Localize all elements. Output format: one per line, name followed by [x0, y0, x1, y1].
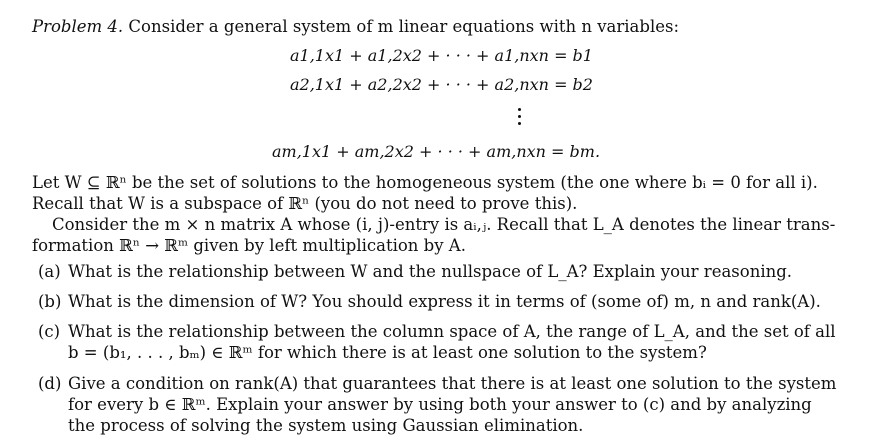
- paragraph-2-line-2: formation ℝⁿ → ℝᵐ given by left multiplication by A.: [32, 236, 466, 255]
- equation-1: a1,1x1 + a1,2x2 + · · · + a1,nxn = b1: [290, 46, 593, 65]
- paragraph-2-line-1: Consider the m × n matrix A whose (i, j)-entry is aᵢ,ⱼ. Recall that L_A denotes the linear trans-: [52, 215, 836, 234]
- part-d-text-line-1: Give a condition on rank(A) that guarantees that there is at least one solution to the system: [68, 374, 837, 393]
- problem-intro-line: [32, 17, 679, 37]
- equation-2: a2,1x1 + a2,2x2 + · · · + a2,nxn = b2: [290, 75, 593, 94]
- equation-m: am,1x1 + am,2x2 + · · · + am,nxn = bm.: [272, 142, 601, 161]
- part-d-text-line-3: the process of solving the system using Gaussian elimination.: [68, 416, 584, 435]
- paragraph-1-line-2: Recall that W is a subspace of ℝⁿ (you do not need to prove this).: [32, 194, 578, 213]
- part-c-label: (c): [38, 322, 61, 341]
- part-c-text-line-2: b = (b₁, . . . , bₘ) ∈ ℝᵐ for which there is at least one solution to the system?: [68, 343, 707, 362]
- vertical-dots-icon: [517, 108, 523, 129]
- part-d-text-line-2: for every b ∈ ℝᵐ. Explain your answer by using both your answer to (c) and by analyzing: [68, 395, 812, 414]
- paragraph-1-line-1: Let W ⊆ ℝⁿ be the set of solutions to the homogeneous system (the one where bᵢ = 0 for all i).: [32, 173, 818, 192]
- part-d-label: (d): [38, 374, 62, 393]
- part-b-text: What is the dimension of W? You should express it in terms of (some of) m, n and rank(A).: [68, 292, 821, 311]
- part-c-text-line-1: What is the relationship between the column space of A, the range of L_A, and the set of all: [68, 322, 836, 341]
- part-a-label: (a): [38, 262, 61, 281]
- problem-intro: Consider a general system of m linear equations with n variables:: [128, 17, 680, 36]
- problem-label: Problem 4.: [32, 17, 124, 36]
- part-a-text: What is the relationship between W and the nullspace of L_A? Explain your reasoning.: [68, 262, 793, 281]
- part-b-label: (b): [38, 292, 62, 311]
